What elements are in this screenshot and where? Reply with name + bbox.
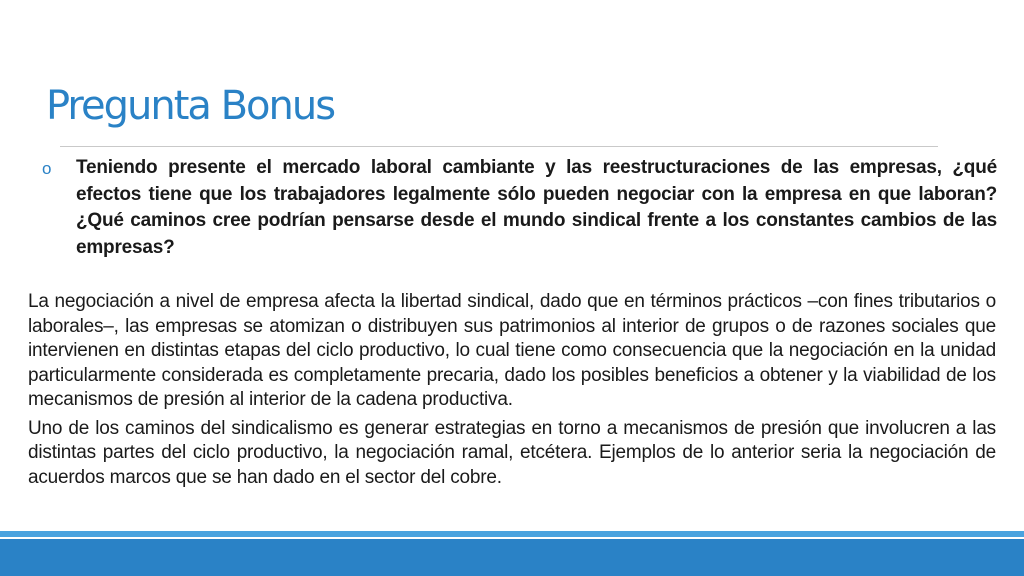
footer-bar <box>0 539 1024 576</box>
question-bullet <box>42 155 997 261</box>
slide-title: Pregunta Bonus <box>46 83 335 129</box>
footer-accent-line <box>0 531 1024 537</box>
question-text: Teniendo presente el mercado laboral cambiante y las reestructuraciones de las empresas, ¿qué efectos tiene que los trabajadores legalmente sólo pueden negociar con la empresa en que laboran?¿Qué caminos cree podrían pensarse desde el mundo sindical frente a los constantes cambios de las empresas? <box>76 157 997 258</box>
bullet-circle-icon: o <box>42 159 52 178</box>
answer-paragraph: La negociación a nivel de empresa afecta la libertad sindical, dado que en términos prácticos –con fines tributarios o laborales–, las empresas se atomizan o distribuyen sus patrimonios al interior de grupos o de razones sociales que intervienen en distintas etapas del ciclo productivo, lo cual tiene como consecuencia que la negociación en la unidad particularmente considerada es completamente precaria, dado los posibles beneficios a obtener y la viabilidad de los mecanismos de presión al interior de la cadena productiva. <box>28 291 996 410</box>
answer-paragraph: Uno de los caminos del sindicalismo es generar estrategias en torno a mecanismos de presión que involucren a las distintas partes del ciclo productivo, la negociación ramal, etcétera. Ejemplos de lo anterior seria la negociación de acuerdos marcos que se han dado en el sector del cobre. <box>28 417 996 488</box>
title-divider <box>60 146 938 147</box>
answer-body <box>28 290 996 494</box>
